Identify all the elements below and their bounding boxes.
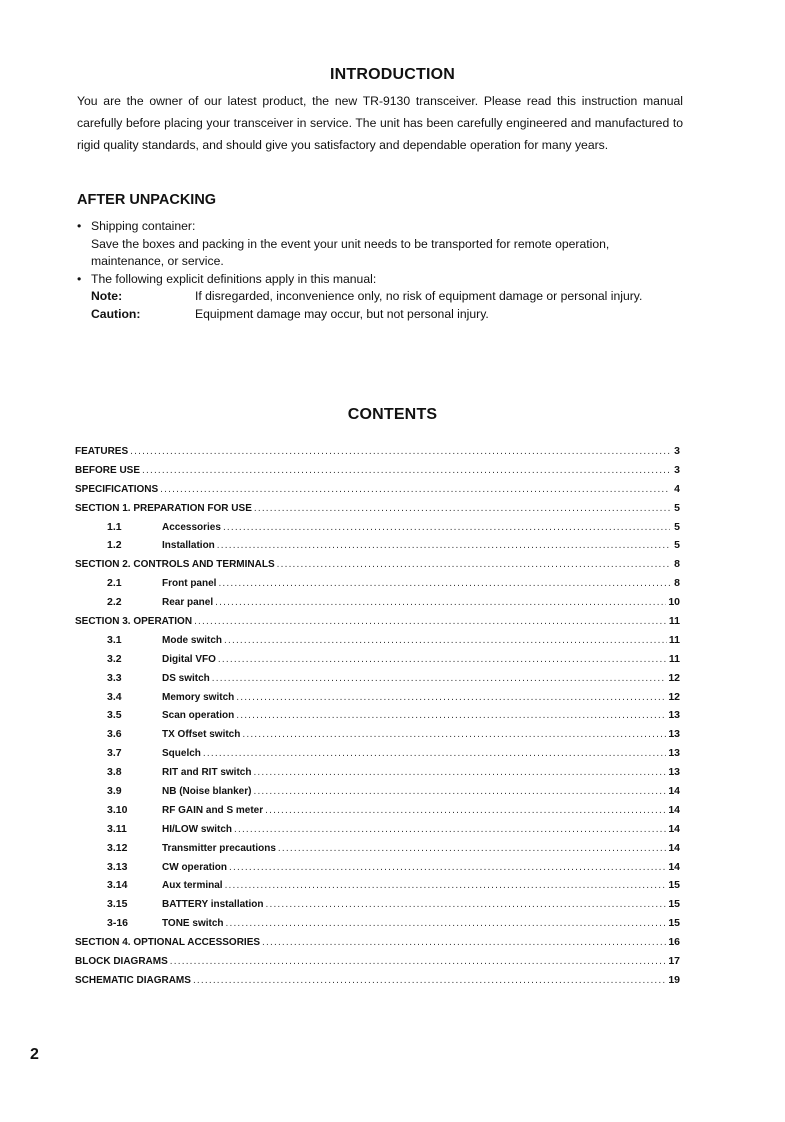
- toc-entry-page: 5: [674, 501, 680, 514]
- bullet-label: Shipping container:: [91, 219, 196, 233]
- toc-entry-title: SECTION 2. CONTROLS AND TERMINALS: [75, 559, 275, 571]
- toc-dot-leader: [277, 559, 670, 570]
- toc-row: [75, 577, 680, 596]
- toc-entry-title: Squelch: [162, 748, 201, 760]
- definition-row: [91, 306, 683, 324]
- toc-entry-page: 16: [668, 936, 680, 949]
- toc-entry-title: CW operation: [162, 861, 227, 873]
- toc-row: [75, 483, 680, 502]
- toc-dot-leader: [130, 446, 670, 457]
- toc-entry-page: 13: [668, 747, 680, 760]
- bullet-icon: •: [77, 271, 82, 286]
- toc-dot-leader: [194, 616, 667, 627]
- toc-dot-leader: [262, 937, 666, 948]
- toc-dot-leader: [265, 805, 666, 816]
- toc-entry-title: SCHEMATIC DIAGRAMS: [75, 974, 191, 986]
- toc-entry-page: 13: [668, 709, 680, 722]
- toc-entry-title: RF GAIN and S meter: [162, 804, 264, 816]
- toc-entry-number: 2.1: [107, 577, 122, 590]
- toc-row: [75, 861, 680, 880]
- toc-entry-number: 1.1: [107, 520, 122, 533]
- toc-entry-number: 2.2: [107, 596, 122, 609]
- toc-entry-page: 14: [668, 785, 680, 798]
- toc-dot-leader: [215, 597, 666, 608]
- toc-row: [75, 539, 680, 558]
- definition-description: Equipment damage may occur, but not personal injury.: [195, 306, 489, 321]
- toc-row: [75, 596, 680, 615]
- toc-row: [75, 634, 680, 653]
- toc-entry-title: Rear panel: [162, 597, 214, 609]
- toc-row: [75, 558, 680, 577]
- toc-entry-page: 14: [668, 841, 680, 854]
- toc-row: [75, 615, 680, 634]
- list-item: [77, 218, 683, 271]
- toc-dot-leader: [226, 918, 667, 929]
- toc-entry-page: 19: [668, 973, 680, 986]
- toc-entry-title: TONE switch: [162, 918, 224, 930]
- toc-entry-title: Transmitter precautions: [162, 842, 276, 854]
- toc-entry-page: 13: [668, 728, 680, 741]
- toc-entry-number: 3.5: [107, 709, 122, 722]
- toc-dot-leader: [218, 654, 667, 665]
- toc-entry-number: 3-16: [107, 917, 129, 930]
- toc-entry-title: Aux terminal: [162, 880, 223, 892]
- toc-entry-number: 3.2: [107, 652, 122, 665]
- toc-entry-page: 8: [674, 558, 680, 571]
- page-number: 2: [30, 1046, 39, 1063]
- toc-entry-title: SECTION 1. PREPARATION FOR USE: [75, 502, 252, 514]
- toc-row: [75, 672, 680, 691]
- definition-term: Caution:: [91, 306, 141, 321]
- toc-entry-title: TX Offset switch: [162, 729, 241, 741]
- toc-entry-page: 12: [668, 690, 680, 703]
- toc-entry-page: 3: [674, 445, 680, 457]
- toc-dot-leader: [225, 880, 667, 891]
- toc-row: [75, 898, 680, 917]
- toc-entry-page: 14: [668, 803, 680, 816]
- toc-dot-leader: [242, 729, 666, 740]
- bullet-icon: •: [77, 219, 82, 233]
- definition-description: If disregarded, inconvenience only, no risk of equipment damage or personal injury.: [195, 289, 643, 303]
- toc-row: [75, 974, 680, 993]
- toc-dot-leader: [236, 692, 666, 703]
- introduction-paragraph: You are the owner of our latest product, the new TR-9130 transceiver. Please read this instruction manual carefully before placing your transceiver in service. The unit has been carefully engineered and manufactured to rigid quality standards, and should give you satisfactory and dependable operation for many years.: [77, 94, 683, 152]
- toc-entry-title: BEFORE USE: [75, 464, 141, 476]
- toc-entry-title: Front panel: [162, 578, 217, 590]
- table-of-contents: [75, 445, 680, 993]
- toc-entry-title: BLOCK DIAGRAMS: [75, 956, 168, 968]
- toc-entry-number: 3.9: [107, 785, 122, 798]
- toc-row: [75, 709, 680, 728]
- bullet-text: Save the boxes and packing in the event your unit needs to be transported for remote operation, maintenance, or service.: [91, 236, 610, 268]
- toc-entry-page: 14: [668, 822, 680, 835]
- toc-row: [75, 464, 680, 483]
- toc-entry-number: 3.13: [107, 860, 128, 873]
- toc-entry-title: SPECIFICATIONS: [75, 483, 159, 495]
- toc-entry-page: 12: [668, 671, 680, 684]
- toc-entry-page: 3: [674, 463, 680, 476]
- toc-dot-leader: [217, 540, 670, 551]
- toc-entry-page: 14: [668, 860, 680, 873]
- list-item: [77, 271, 683, 324]
- toc-row: [75, 785, 680, 804]
- toc-row: [75, 804, 680, 823]
- toc-entry-title: HI/LOW switch: [162, 823, 232, 835]
- toc-dot-leader: [170, 956, 667, 967]
- definition-row: [91, 288, 683, 306]
- toc-entry-title: Accessories: [162, 521, 221, 533]
- toc-dot-leader: [278, 843, 666, 854]
- toc-entry-number: 3.11: [107, 822, 127, 835]
- definition-term: Note:: [91, 289, 123, 303]
- toc-entry-title: BATTERY installation: [162, 899, 264, 911]
- toc-entry-page: 15: [668, 898, 680, 911]
- toc-dot-leader: [142, 465, 670, 476]
- toc-dot-leader: [253, 786, 666, 797]
- toc-dot-leader: [160, 484, 670, 495]
- toc-entry-page: 11: [668, 633, 680, 646]
- toc-row: [75, 842, 680, 861]
- toc-row: [75, 445, 680, 464]
- toc-entry-title: Digital VFO: [162, 653, 216, 665]
- toc-entry-title: Memory switch: [162, 691, 235, 703]
- toc-dot-leader: [203, 748, 666, 759]
- contents-heading: CONTENTS: [347, 406, 438, 423]
- toc-entry-page: 8: [674, 577, 680, 590]
- toc-row: [75, 766, 680, 785]
- toc-entry-page: 11: [668, 652, 680, 665]
- toc-row: [75, 955, 680, 974]
- toc-entry-number: 3.14: [107, 879, 128, 892]
- toc-row: [75, 936, 680, 955]
- toc-entry-page: 13: [668, 766, 680, 779]
- toc-row: [75, 823, 680, 842]
- toc-row: [75, 691, 680, 710]
- toc-dot-leader: [218, 578, 670, 589]
- toc-entry-title: DS switch: [162, 672, 210, 684]
- toc-row: [75, 728, 680, 747]
- toc-entry-number: 3.3: [107, 671, 122, 684]
- toc-entry-page: 10: [668, 596, 680, 609]
- toc-entry-number: 3.15: [107, 898, 128, 911]
- toc-dot-leader: [253, 767, 666, 778]
- toc-dot-leader: [266, 899, 667, 910]
- toc-row: [75, 747, 680, 766]
- after-unpacking-heading: AFTER UNPACKING: [77, 192, 217, 208]
- bullet-label: The following explicit definitions apply in this manual:: [91, 271, 377, 286]
- toc-entry-number: 3.6: [107, 728, 122, 741]
- toc-entry-title: NB (Noise blanker): [162, 786, 252, 798]
- toc-entry-title: Installation: [162, 540, 215, 552]
- toc-entry-number: 3.10: [107, 803, 128, 816]
- toc-entry-title: SECTION 3. OPERATION: [75, 616, 193, 628]
- toc-entry-number: 3.1: [107, 633, 122, 646]
- toc-entry-page: 15: [668, 879, 680, 892]
- toc-dot-leader: [236, 710, 666, 721]
- toc-row: [75, 521, 680, 540]
- toc-entry-page: 17: [668, 955, 680, 968]
- definitions-list: [91, 288, 683, 323]
- toc-entry-number: 3.7: [107, 747, 122, 760]
- toc-entry-title: Mode switch: [162, 634, 223, 646]
- toc-entry-title: Scan operation: [162, 710, 235, 722]
- toc-entry-page: 5: [674, 539, 680, 552]
- introduction-heading: INTRODUCTION: [329, 66, 456, 83]
- toc-row: [75, 917, 680, 936]
- toc-dot-leader: [212, 673, 667, 684]
- toc-dot-leader: [229, 862, 666, 873]
- toc-entry-page: 15: [668, 917, 680, 930]
- toc-entry-title: FEATURES: [75, 446, 129, 457]
- toc-dot-leader: [223, 522, 670, 533]
- toc-entry-number: 3.8: [107, 766, 122, 779]
- toc-row: [75, 653, 680, 672]
- toc-entry-title: SECTION 4. OPTIONAL ACCESSORIES: [75, 937, 261, 949]
- toc-entry-title: RIT and RIT switch: [162, 767, 252, 779]
- toc-dot-leader: [234, 824, 666, 835]
- toc-entry-page: 11: [668, 615, 680, 628]
- toc-entry-number: 3.4: [107, 690, 122, 703]
- toc-dot-leader: [193, 975, 666, 986]
- toc-entry-page: 5: [674, 520, 680, 533]
- toc-entry-number: 1.2: [107, 539, 122, 552]
- toc-row: [75, 879, 680, 898]
- toc-entry-number: 3.12: [107, 841, 128, 854]
- toc-entry-page: 4: [674, 482, 680, 495]
- toc-row: [75, 502, 680, 521]
- toc-dot-leader: [254, 503, 670, 514]
- after-unpacking-list: [77, 218, 683, 323]
- toc-dot-leader: [224, 635, 667, 646]
